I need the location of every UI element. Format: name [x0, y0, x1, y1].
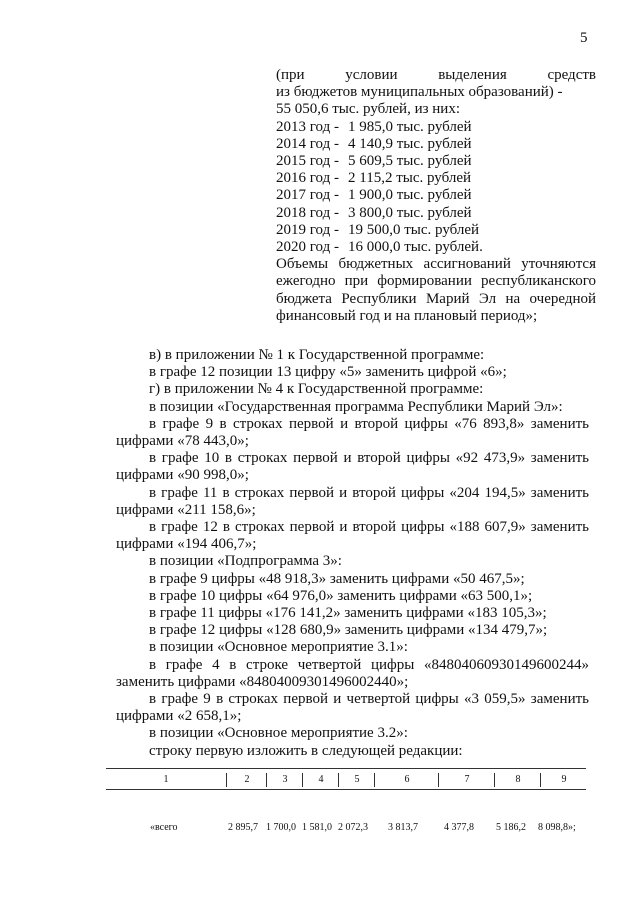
year-row: 2019 год - 19 500,0 тыс. рублей	[276, 221, 480, 238]
funding-intro-line1: (при условии выделения средств	[276, 67, 596, 83]
paragraph-line: цифрами «78 443,0»;	[116, 433, 249, 450]
paragraph: строку первую изложить в следующей редакции:	[149, 742, 463, 759]
paragraph: в графе 10 цифры «64 976,0» заменить цифрами «63 500,1»;	[149, 587, 533, 604]
table-header-cell: 5	[338, 773, 375, 787]
table-cell: 2 895,7	[228, 822, 258, 833]
table-header-cell: 6	[374, 773, 439, 787]
paragraph-line: в графе 9 в строках первой и четвертой цифры «3 059,5» заменить	[149, 691, 589, 708]
paragraph: в) в приложении № 1 к Государственной программе:	[149, 347, 485, 363]
paragraph: в позиции «Подпрограмма 3»:	[149, 553, 342, 570]
year-row: 2014 год - 4 140,9 тыс. рублей	[276, 135, 472, 152]
paragraph: в графе 9 цифры «48 918,3» заменить цифрами «50 467,5»;	[149, 570, 525, 587]
paragraph-line: в графе 4 в строке четвертой цифры «84804060930149600244»	[149, 656, 589, 673]
paragraph-line: в графе 12 в строках первой и второй цифры «188 607,9» заменить	[149, 519, 589, 536]
table-header-cell: 3	[266, 773, 303, 787]
amendments-text	[116, 347, 589, 760]
year-row: 2017 год - 1 900,0 тыс. рублей	[276, 187, 472, 204]
funding-note-line3: бюджета Республики Марий Эл на очередной	[276, 290, 596, 307]
table-top-rule	[106, 768, 586, 769]
table-header-cell: 8	[494, 773, 541, 787]
year-row: 2016 год - 2 115,2 тыс. рублей	[276, 170, 472, 187]
table-cell: 5 186,2	[496, 822, 526, 833]
year-row: 2020 год - 16 000,0 тыс. рублей.	[276, 239, 483, 256]
table-cell: 4 377,8	[444, 822, 474, 833]
paragraph: в графе 12 позиции 13 цифру «5» заменить цифрой «6»;	[149, 364, 507, 381]
table-cell: «всего	[150, 822, 178, 833]
paragraph-line: в графе 9 в строках первой и второй цифры «76 893,8» заменить	[149, 415, 589, 432]
table-cell: 2 072,3	[338, 822, 368, 833]
funding-note-line1: Объемы бюджетных ассигнований уточняются	[276, 256, 596, 273]
paragraph: в позиции «Государственная программа Республики Марий Эл»:	[149, 398, 563, 415]
paragraph-line: в графе 10 в строках первой и второй цифры «92 473,9» заменить	[149, 450, 589, 467]
paragraph: г) в приложении № 4 к Государственной программе:	[149, 381, 484, 398]
funding-note-line4: финансовый год и на плановый период»;	[276, 307, 538, 324]
table-cell: 1 700,0	[266, 822, 296, 833]
paragraph: в графе 12 цифры «128 680,9» заменить цифрами «134 479,7»;	[149, 622, 548, 639]
table-header-rule	[106, 789, 586, 790]
year-row: 2013 год - 1 985,0 тыс. рублей	[276, 118, 472, 135]
table-header-cell: 4	[302, 773, 339, 787]
paragraph-line: заменить цифрами «84804009301496002440»;	[116, 673, 409, 690]
funding-years-list	[276, 119, 596, 257]
table-cell: 3 813,7	[388, 822, 418, 833]
funding-total: 55 050,6 тыс. рублей, из них:	[276, 101, 460, 118]
funding-block	[276, 67, 596, 325]
funding-note-line2: ежегодно при формировании республиканского	[276, 273, 596, 290]
paragraph: в позиции «Основное мероприятие 3.1»:	[149, 639, 408, 656]
table-header-cell: 7	[438, 773, 495, 787]
year-row: 2018 год - 3 800,0 тыс. рублей	[276, 204, 472, 221]
paragraph-line: цифрами «90 998,0»;	[116, 467, 249, 484]
paragraph-line: в графе 11 в строках первой и второй цифры «204 194,5» заменить	[149, 484, 589, 501]
paragraph: в графе 11 цифры «176 141,2» заменить цифрами «183 105,3»;	[149, 605, 547, 622]
year-row: 2015 год - 5 609,5 тыс. рублей	[276, 153, 472, 170]
table-cell: 8 098,8»;	[538, 822, 576, 833]
paragraph-line: цифрами «211 158,6»;	[116, 501, 256, 518]
paragraph-line: цифрами «2 658,1»;	[116, 708, 242, 725]
table-header-cell: 2	[226, 773, 267, 787]
page-number: 5	[580, 30, 588, 46]
table-cell: 1 581,0	[302, 822, 332, 833]
paragraph: в позиции «Основное мероприятие 3.2»:	[149, 725, 408, 742]
table-header-cell: 9	[540, 773, 587, 787]
paragraph-line: цифрами «194 406,7»;	[116, 536, 257, 553]
table-header-cell: 1	[163, 774, 169, 785]
funding-intro-line2: из бюджетов муниципальных образований) -	[276, 84, 563, 101]
